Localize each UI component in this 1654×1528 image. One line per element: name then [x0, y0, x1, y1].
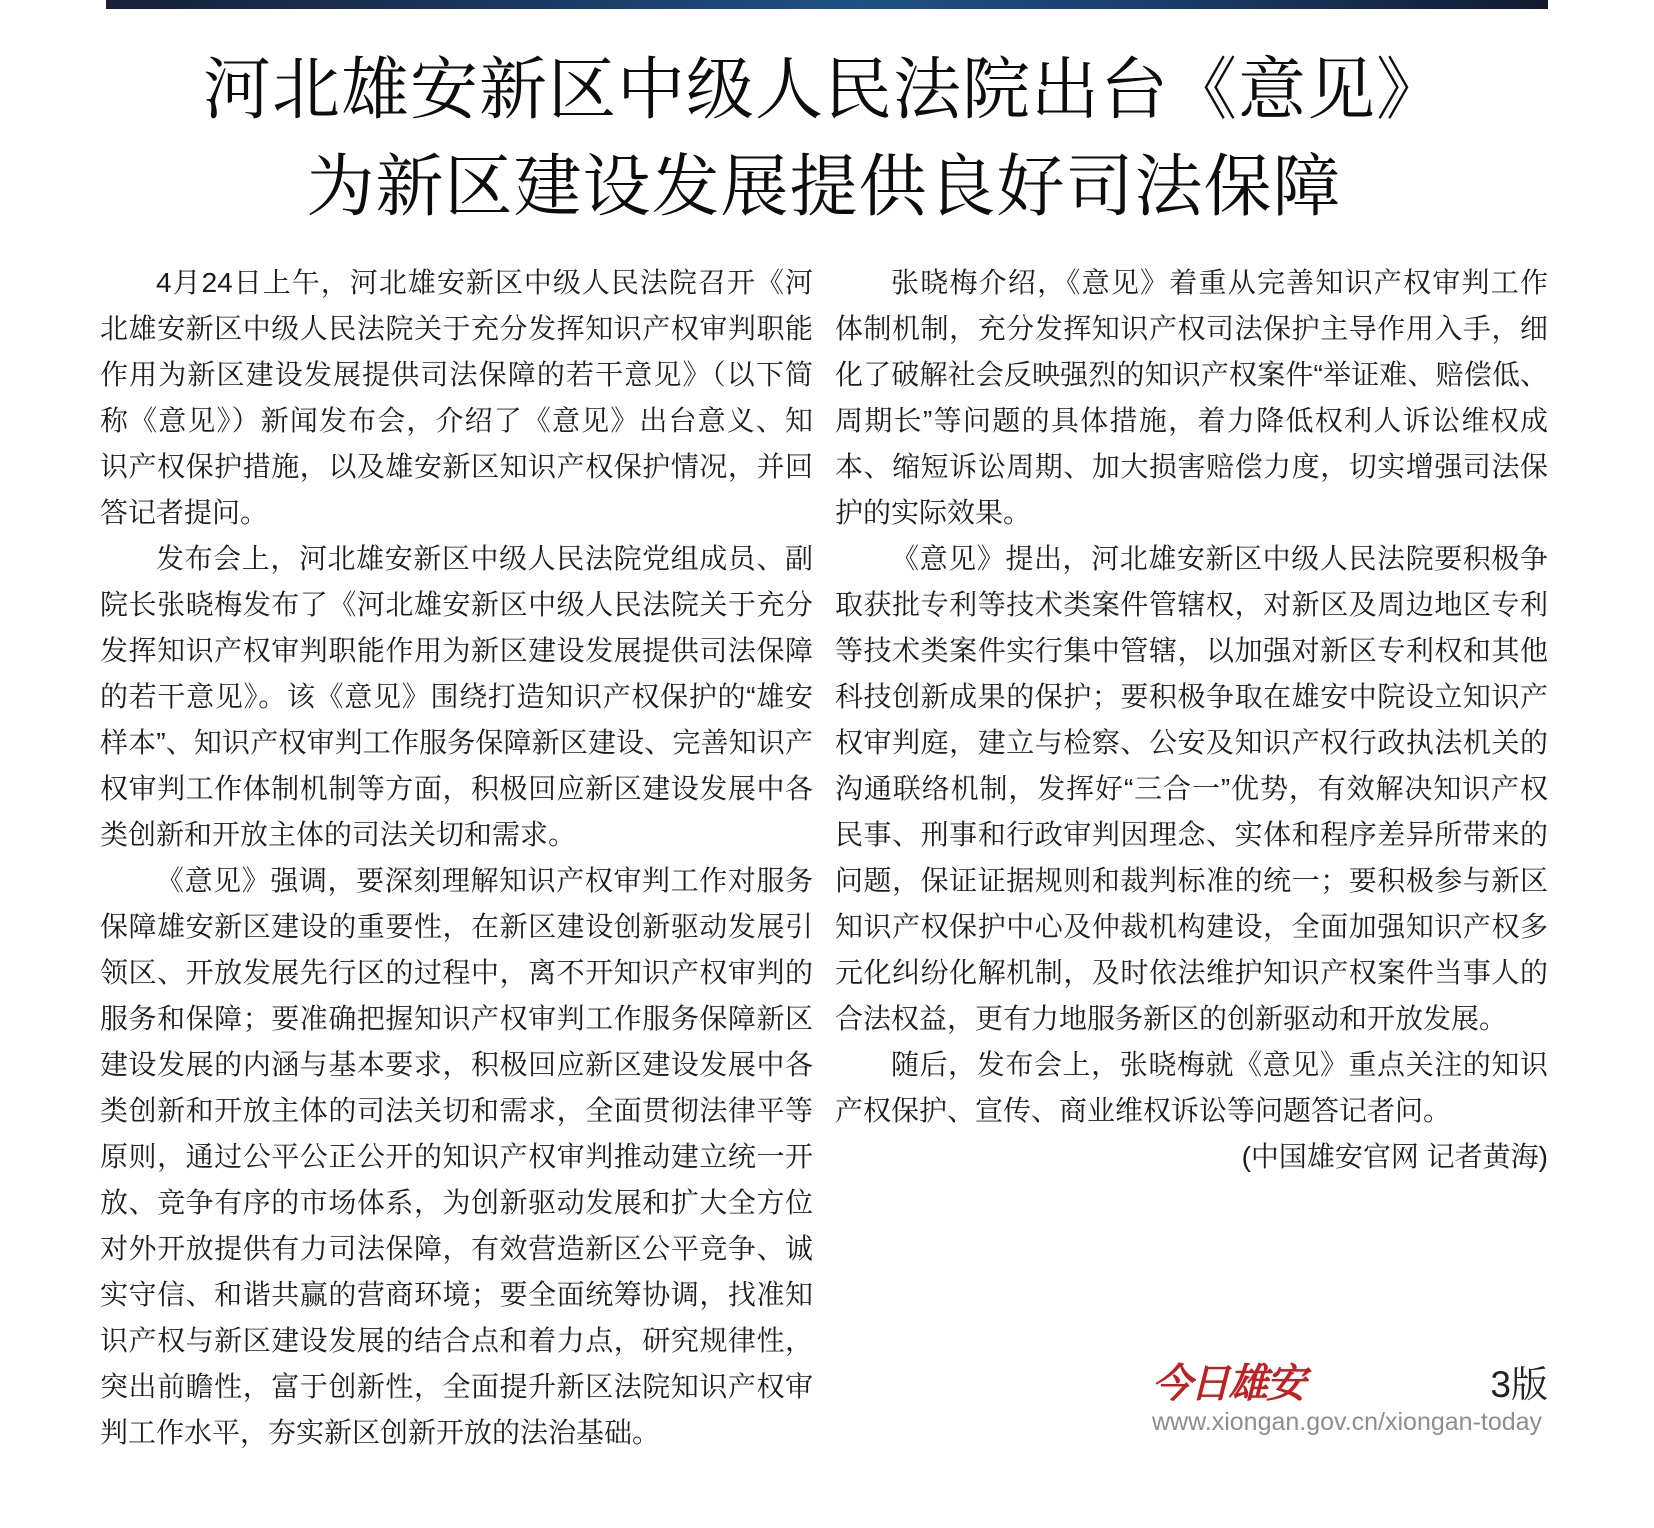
article-title	[100, 42, 1548, 236]
right-column	[835, 260, 1548, 1456]
paragraph: 4月24日上午，河北雄安新区中级人民法院召开《河北雄安新区中级人民法院关于充分发挥知识产权审判职能作用为新区建设发展提供司法保障的若干意见》（以下简称《意见》）新闻发布会，介绍了《意见》出台意义、知识产权保护措施，以及雄安新区知识产权保护情况，并回答记者提问。	[100, 267, 813, 528]
left-column	[100, 260, 813, 1456]
paragraph: 《意见》提出，河北雄安新区中级人民法院要积极争取获批专利等技术类案件管辖权，对新区及周边地区专利等技术类案件实行集中管辖，以加强对新区专利权和其他科技创新成果的保护；要积极争取在雄安中院设立知识产权审判庭，建立与检察、公安及知识产权行政执法机关的沟通联络机制，发挥好“三合一”优势，有效解决知识产权民事、刑事和行政审判因理念、实体和程序差异所带来的问题，保证证据规则和裁判标准的统一；要积极参与新区知识产权保护中心及仲裁机构建设，全面加强知识产权多元化纠纷化解机制，及时依法维护知识产权案件当事人的合法权益，更有力地服务新区的创新驱动和开放发展。	[835, 543, 1548, 1034]
byline: (中国雄安官网 记者黄海)	[1241, 1141, 1548, 1172]
paragraph: 《意见》强调，要深刻理解知识产权审判工作对服务保障雄安新区建设的重要性，在新区建设创新驱动发展引领区、开放发展先行区的过程中，离不开知识产权审判的服务和保障；要准确把握知识产权审判工作服务保障新区建设发展的内涵与基本要求，积极回应新区建设发展中各类创新和开放主体的司法关切和需求，全面贯彻法律平等原则，通过公平公正公开的知识产权审判推动建立统一开放、竞争有序的市场体系，为创新驱动发展和扩大全方位对外开放提供有力司法保障，有效营造新区公平竞争、诚实守信、和谐共赢的营商环境；要全面统筹协调，找准知识产权与新区建设发展的结合点和着力点，研究规律性，突出前瞻性，富于创新性，全面提升新区法院知识产权审判工作水平，夯实新区创新开放的法治基础。	[100, 865, 813, 1448]
page-number: 3版	[1490, 1364, 1548, 1405]
paragraph: 张晓梅介绍，《意见》着重从完善知识产权审判工作体制机制，充分发挥知识产权司法保护主导作用入手，细化了破解社会反映强烈的知识产权案件“举证难、赔偿低、周期长”等问题的具体措施，着力降低权利人诉讼维权成本、缩短诉讼周期、加大损害赔偿力度，切实增强司法保护的实际效果。	[835, 267, 1548, 528]
footer-url: www.xiongan.gov.cn/xiongan-today	[1152, 1408, 1543, 1436]
article-title-line-1: 河北雄安新区中级人民法院出台《意见》	[202, 52, 1445, 128]
article-title-line-2: 为新区建设发展提供良好司法保障	[306, 149, 1342, 225]
masthead-logo: 今日雄安	[1152, 1361, 1304, 1406]
top-accent-bar	[106, 0, 1548, 9]
page-footer	[1152, 1362, 1548, 1436]
paragraph: 发布会上，河北雄安新区中级人民法院党组成员、副院长张晓梅发布了《河北雄安新区中级人民法院关于充分发挥知识产权审判职能作用为新区建设发展提供司法保障的若干意见》。该《意见》围绕打造知识产权保护的“雄安样本”、知识产权审判工作服务保障新区建设、完善知识产权审判工作体制机制等方面，积极回应新区建设发展中各类创新和开放主体的司法关切和需求。	[100, 543, 813, 850]
paragraph: 随后，发布会上，张晓梅就《意见》重点关注的知识产权保护、宣传、商业维权诉讼等问题答记者问。	[835, 1049, 1548, 1126]
footer-masthead-row	[1152, 1362, 1548, 1406]
article-body	[100, 260, 1548, 1456]
